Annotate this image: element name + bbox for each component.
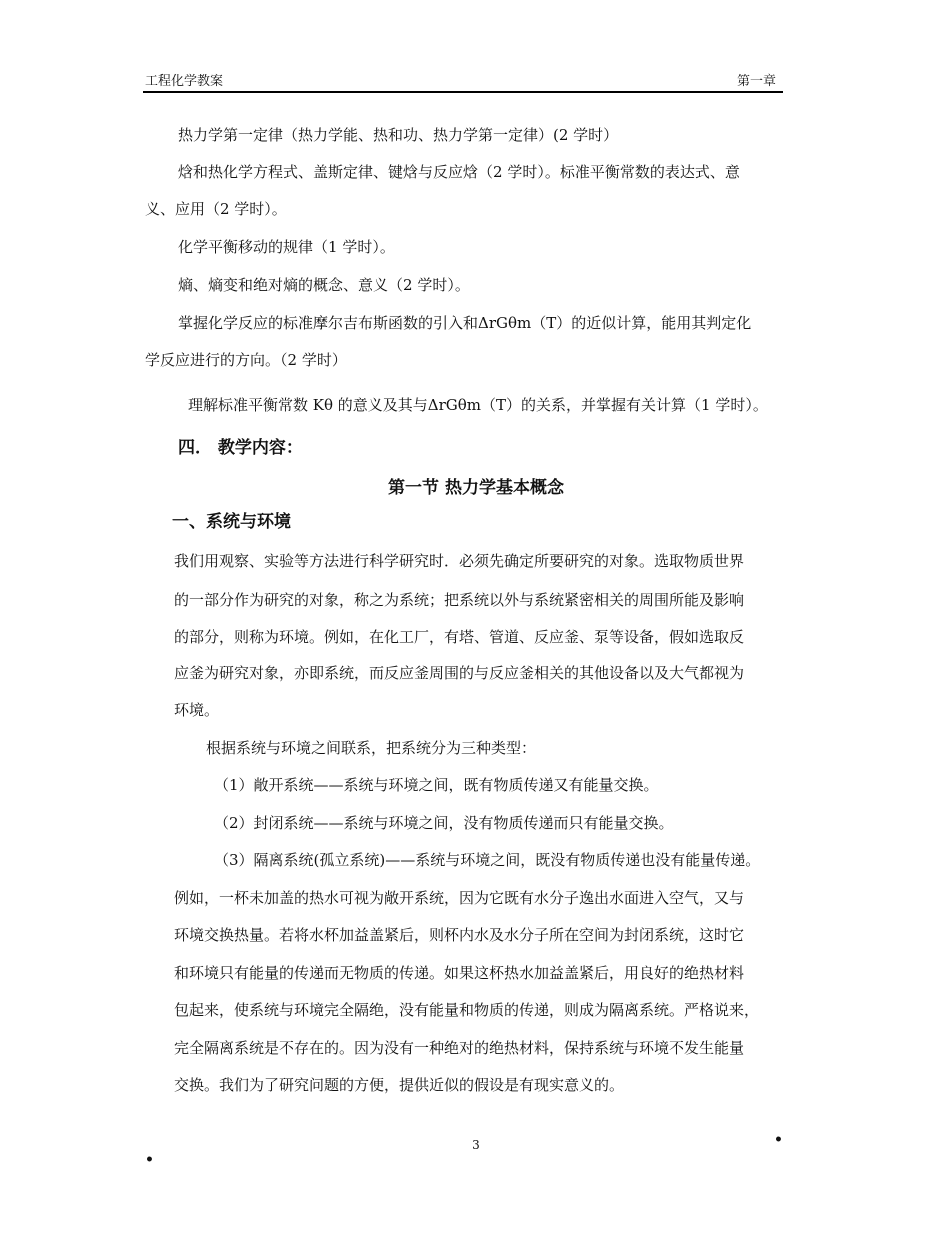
paragraph-line: 完全隔离系统是不存在的。因为没有一种绝对的绝热材料，保持系统与环境不发生能量 — [174, 1039, 745, 1057]
system-type-line: （3）隔离系统(孤立系统)——系统与环境之间，既没有物质传递也没有能量传递。 — [214, 851, 761, 869]
paragraph-line: 应釜为研究对象，亦即系统，而反应釜周围的与反应釜相关的其他设备以及大气都视为 — [174, 664, 745, 682]
bullet-dot: • — [145, 1152, 154, 1168]
bullet-dot: • — [774, 1132, 783, 1148]
objective-line: 掌握化学反应的标准摩尔吉布斯函数的引入和ΔrGθm（T）的近似计算，能用其判定化 — [178, 314, 752, 332]
system-type-line: （2）封闭系统——系统与环境之间，没有物质传递而只有能量交换。 — [214, 814, 674, 832]
objective-line: 焓和热化学方程式、盖斯定律、键焓与反应焓（2 学时）。标准平衡常数的表达式、意 — [178, 163, 740, 181]
page-number: 3 — [472, 1138, 480, 1152]
header-divider — [143, 91, 783, 93]
system-type-line: （1）敞开系统——系统与环境之间，既有物质传递又有能量交换。 — [214, 776, 659, 794]
paragraph-line: 我们用观察、实验等方法进行科学研究时．必须先确定所要研究的对象。选取物质世界 — [174, 552, 745, 570]
paragraph-line: 的部分，则称为环境。例如，在化工厂，有塔、管道、反应釜、泵等设备，假如选取反 — [174, 628, 745, 646]
objective-line: 理解标准平衡常数 Kθ 的意义及其与ΔrGθm（T）的关系，并掌握有关计算（1 学时）。 — [188, 396, 768, 414]
paragraph-line: 包起来，使系统与环境完全隔绝，没有能量和物质的传递，则成为隔离系统。严格说来， — [174, 1001, 760, 1019]
paragraph-line: 和环境只有能量的传递而无物质的传递。如果这杯热水加益盖紧后，用良好的绝热材料 — [174, 964, 745, 982]
paragraph-line: 根据系统与环境之间联系，把系统分为三种类型： — [206, 739, 537, 757]
paragraph-line: 交换。我们为了研究问题的方便，提供近似的假设是有现实意义的。 — [174, 1076, 625, 1094]
section-title: 第一节 热力学基本概念 — [388, 478, 564, 498]
paragraph-line: 的一部分作为研究的对象，称之为系统；把系统以外与系统紧密相关的周围所能及影响 — [174, 591, 745, 609]
objective-line: 义、应用（2 学时）。 — [145, 200, 287, 218]
objective-line: 化学平衡移动的规律（1 学时）。 — [178, 238, 395, 256]
section-heading: 四． 教学内容： — [178, 438, 303, 458]
header-title: 工程化学教案 — [145, 74, 224, 89]
paragraph-line: 环境交换热量。若将水杯加益盖紧后，则杯内水及水分子所在空间为封闭系统，这时它 — [174, 926, 745, 944]
paragraph-line: 例如，一杯未加盖的热水可视为敞开系统，因为它既有水分子逸出水面进入空气，又与 — [174, 889, 745, 907]
objective-line: 熵、熵变和绝对熵的概念、意义（2 学时）。 — [178, 276, 470, 294]
objective-line: 学反应进行的方向。（2 学时） — [145, 351, 347, 369]
objective-line: 热力学第一定律（热力学能、热和功、热力学第一定律）(2 学时） — [178, 126, 619, 144]
paragraph-line: 环境。 — [174, 701, 220, 719]
subsection-heading: 一、系统与环境 — [172, 512, 291, 532]
header-chapter: 第一章 — [737, 74, 777, 89]
